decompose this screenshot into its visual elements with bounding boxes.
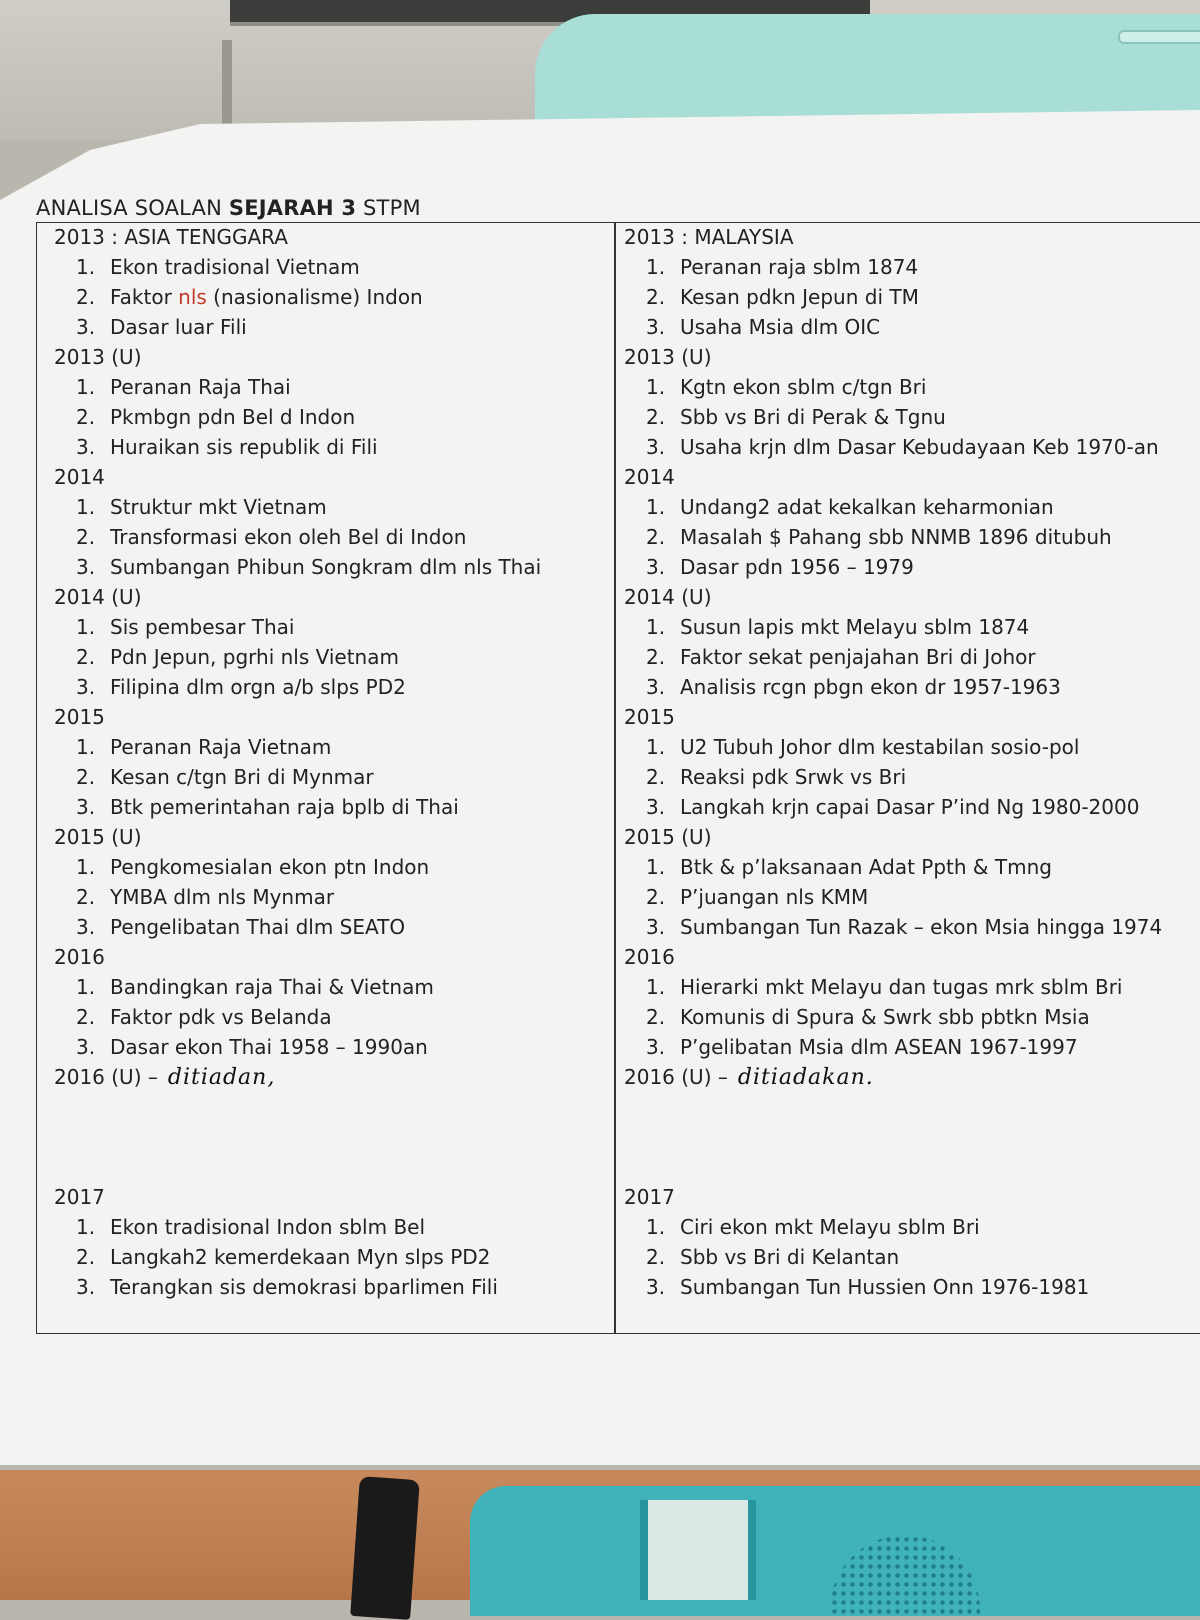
question-item: [624, 912, 1200, 942]
question-item: [624, 1242, 1200, 1272]
question-item: [54, 552, 609, 582]
question-item: [54, 402, 609, 432]
column-divider: [614, 222, 616, 1334]
item-number: 1.: [76, 1215, 96, 1239]
question-item: [624, 522, 1200, 552]
blank-space: [624, 1092, 1200, 1182]
question-item: [624, 432, 1200, 462]
section-heading: [54, 942, 609, 972]
item-text: Peranan raja sblm 1874: [680, 255, 919, 279]
section-heading-text: 2016 (U) –: [624, 1065, 728, 1089]
item-text: Hierarki mkt Melayu dan tugas mrk sblm Bri: [680, 975, 1123, 999]
question-item: [54, 642, 609, 672]
question-item: [54, 432, 609, 462]
question-item: [624, 252, 1200, 282]
year-section: [624, 342, 1200, 462]
item-number: 2.: [76, 1245, 96, 1269]
item-number: 1.: [76, 735, 96, 759]
question-item: [624, 282, 1200, 312]
question-item: [54, 882, 609, 912]
question-item: [54, 612, 609, 642]
year-section: [54, 1182, 609, 1302]
item-number: 2.: [76, 285, 96, 309]
question-item: [54, 492, 609, 522]
question-item: [54, 372, 609, 402]
item-text: Masalah $ Pahang sbb NNMB 1896 ditubuh: [680, 525, 1112, 549]
item-number: 2.: [76, 1005, 96, 1029]
item-text: Terangkan sis demokrasi bparlimen Fili: [110, 1275, 498, 1299]
year-section: [624, 942, 1200, 1062]
item-number: 2.: [646, 1005, 666, 1029]
item-number: 1.: [76, 855, 96, 879]
item-number: 1.: [646, 735, 666, 759]
section-heading-text: 2013 (U): [54, 345, 142, 369]
item-text: Ciri ekon mkt Melayu sblm Bri: [680, 1215, 980, 1239]
section-heading: [54, 222, 609, 252]
year-section: [54, 462, 609, 582]
item-number: 2.: [76, 645, 96, 669]
item-number: 3.: [646, 675, 666, 699]
item-text: Struktur mkt Vietnam: [110, 495, 327, 519]
year-section: [54, 822, 609, 942]
item-text: P’gelibatan Msia dlm ASEAN 1967-1997: [680, 1035, 1078, 1059]
item-number: 1.: [646, 375, 666, 399]
year-section: [624, 462, 1200, 582]
item-text: Reaksi pdk Srwk vs Bri: [680, 765, 907, 789]
item-text: Dasar ekon Thai 1958 – 1990an: [110, 1035, 428, 1059]
item-text: Huraikan sis republik di Fili: [110, 435, 378, 459]
item-number: 3.: [76, 795, 96, 819]
item-text: Pengelibatan Thai dlm SEATO: [110, 915, 406, 939]
item-number: 3.: [76, 435, 96, 459]
item-number: 2.: [646, 645, 666, 669]
item-text: Bandingkan raja Thai & Vietnam: [110, 975, 434, 999]
year-section: [624, 222, 1200, 342]
section-heading-text: 2014: [624, 465, 675, 489]
question-item: [54, 1272, 609, 1302]
question-item: [54, 1002, 609, 1032]
item-text: P’juangan nls KMM: [680, 885, 869, 909]
year-section: [624, 1182, 1200, 1302]
item-text: Peranan Raja Vietnam: [110, 735, 332, 759]
section-heading: [624, 582, 1200, 612]
section-heading: [54, 582, 609, 612]
year-section: [624, 702, 1200, 822]
item-text: Kesan pdkn Jepun di TM: [680, 285, 919, 309]
item-text: Sumbangan Tun Hussien Onn 1976-1981: [680, 1275, 1090, 1299]
item-number: 2.: [646, 405, 666, 429]
item-text: Btk pemerintahan raja bplb di Thai: [110, 795, 459, 819]
question-item: [624, 672, 1200, 702]
item-number: 3.: [646, 795, 666, 819]
item-number: 3.: [76, 675, 96, 699]
handwritten-note: ditiadan,: [167, 1065, 276, 1090]
title-suffix: STPM: [356, 196, 421, 220]
column-asia-tenggara: [54, 222, 609, 1302]
section-heading-text: 2013 : MALAYSIA: [624, 225, 794, 249]
year-section: [54, 342, 609, 462]
section-heading: [624, 942, 1200, 972]
item-text: YMBA dlm nls Mynmar: [110, 885, 335, 909]
item-text: Kesan c/tgn Bri di Mynmar: [110, 765, 374, 789]
section-heading: [624, 702, 1200, 732]
item-number: 1.: [646, 255, 666, 279]
item-text: Sumbangan Tun Razak – ekon Msia hingga 1974: [680, 915, 1163, 939]
section-heading: [624, 222, 1200, 252]
question-item: [624, 1212, 1200, 1242]
item-number: 3.: [76, 555, 96, 579]
question-item: [54, 972, 609, 1002]
item-number: 3.: [76, 915, 96, 939]
item-text: Sbb vs Bri di Kelantan: [680, 1245, 900, 1269]
tablet-button: [640, 1500, 756, 1600]
section-heading-text: 2016 (U) –: [54, 1065, 158, 1089]
question-item: [54, 282, 609, 312]
question-item: [54, 1032, 609, 1062]
item-text: Usaha Msia dlm OIC: [680, 315, 881, 339]
question-item: [624, 402, 1200, 432]
question-item: [624, 642, 1200, 672]
item-number: 3.: [646, 1035, 666, 1059]
year-section: [54, 1062, 609, 1182]
section-heading-text: 2015 (U): [54, 825, 142, 849]
year-section: [54, 222, 609, 342]
question-item: [624, 312, 1200, 342]
question-item: [54, 732, 609, 762]
year-section: [624, 822, 1200, 942]
question-item: [624, 372, 1200, 402]
year-section: [54, 942, 609, 1062]
question-item: [54, 672, 609, 702]
item-number: 1.: [76, 255, 96, 279]
item-number: 1.: [76, 975, 96, 999]
item-text: Sis pembesar Thai: [110, 615, 295, 639]
question-item: [54, 252, 609, 282]
section-heading-text: 2015 (U): [624, 825, 712, 849]
item-text: Filipina dlm orgn a/b slps PD2: [110, 675, 406, 699]
item-number: 2.: [76, 405, 96, 429]
item-number: 3.: [76, 315, 96, 339]
section-heading-text: 2013 (U): [624, 345, 712, 369]
question-item: [54, 912, 609, 942]
highlighted-term: nls: [178, 285, 207, 309]
question-item: [624, 1002, 1200, 1032]
background-frame: [222, 40, 232, 130]
section-heading: [624, 462, 1200, 492]
section-heading-text: 2015: [54, 705, 105, 729]
item-text: Analisis rcgn pbgn ekon dr 1957-1963: [680, 675, 1061, 699]
item-number: 3.: [646, 915, 666, 939]
question-item: [624, 852, 1200, 882]
item-number: 3.: [646, 315, 666, 339]
section-heading-text: 2017: [624, 1185, 675, 1209]
item-number: 2.: [646, 285, 666, 309]
item-number: 1.: [646, 1215, 666, 1239]
item-text: Langkah2 kemerdekaan Myn slps PD2: [110, 1245, 491, 1269]
question-item: [624, 882, 1200, 912]
question-item: [624, 732, 1200, 762]
question-item: [54, 1212, 609, 1242]
question-item: [54, 522, 609, 552]
item-text: Sumbangan Phibun Songkram dlm nls Thai: [110, 555, 542, 579]
title-bold: SEJARAH 3: [228, 196, 357, 220]
title-prefix: ANALISA SOALAN: [36, 196, 229, 220]
item-text: Faktor pdk vs Belanda: [110, 1005, 332, 1029]
item-text: Faktor sekat penjajahan Bri di Johor: [680, 645, 1036, 669]
section-heading-text: 2015: [624, 705, 675, 729]
section-heading: [624, 822, 1200, 852]
year-section: [54, 582, 609, 702]
year-section: [624, 1062, 1200, 1182]
section-heading: [624, 342, 1200, 372]
section-heading: [54, 342, 609, 372]
section-heading-text: 2014: [54, 465, 105, 489]
question-item: [624, 612, 1200, 642]
year-section: [624, 582, 1200, 702]
question-item: [624, 1032, 1200, 1062]
item-text: Transformasi ekon oleh Bel di Indon: [110, 525, 467, 549]
item-number: 1.: [76, 495, 96, 519]
item-text: Dasar pdn 1956 – 1979: [680, 555, 914, 579]
section-heading: [624, 1182, 1200, 1212]
tablet-slot: [1118, 30, 1200, 44]
handwritten-note: ditiadakan.: [737, 1065, 874, 1090]
item-number: 1.: [76, 615, 96, 639]
section-heading-text: 2013 : ASIA TENGGARA: [54, 225, 288, 249]
item-number: 1.: [646, 495, 666, 519]
item-text: Kgtn ekon sblm c/tgn Bri: [680, 375, 927, 399]
section-heading: [54, 822, 609, 852]
item-text: Sbb vs Bri di Perak & Tgnu: [680, 405, 946, 429]
year-section: [54, 702, 609, 822]
question-item: [54, 762, 609, 792]
binder-clip: [350, 1476, 420, 1620]
section-heading-text: 2017: [54, 1185, 105, 1209]
document-title: [36, 196, 421, 220]
question-item: [624, 972, 1200, 1002]
item-text: Faktor nls (nasionalisme) Indon: [110, 285, 423, 309]
item-number: 2.: [76, 765, 96, 789]
item-number: 1.: [646, 975, 666, 999]
question-item: [624, 792, 1200, 822]
question-item: [54, 792, 609, 822]
section-heading-text: 2016: [624, 945, 675, 969]
question-item: [624, 552, 1200, 582]
section-heading-text: 2014 (U): [624, 585, 712, 609]
blank-space: [54, 1092, 609, 1182]
item-text: Peranan Raja Thai: [110, 375, 291, 399]
item-number: 2.: [646, 885, 666, 909]
item-number: 3.: [646, 555, 666, 579]
section-heading: [54, 462, 609, 492]
item-text: Ekon tradisional Vietnam: [110, 255, 360, 279]
item-text: Pkmbgn pdn Bel d Indon: [110, 405, 356, 429]
item-text: U2 Tubuh Johor dlm kestabilan sosio-pol: [680, 735, 1080, 759]
column-malaysia: [624, 222, 1200, 1302]
section-heading-text: 2016: [54, 945, 105, 969]
item-number: 2.: [646, 525, 666, 549]
item-text: Btk & p’laksanaan Adat Ppth & Tmng: [680, 855, 1052, 879]
question-item: [624, 762, 1200, 792]
section-heading: [54, 702, 609, 732]
item-text: Undang2 adat kekalkan keharmonian: [680, 495, 1054, 519]
item-text: Dasar luar Fili: [110, 315, 247, 339]
item-number: 3.: [646, 1275, 666, 1299]
item-text: Susun lapis mkt Melayu sblm 1874: [680, 615, 1030, 639]
item-number: 1.: [646, 615, 666, 639]
item-number: 2.: [76, 525, 96, 549]
section-heading: [54, 1062, 609, 1092]
question-item: [54, 1242, 609, 1272]
question-item: [54, 852, 609, 882]
section-heading-text: 2014 (U): [54, 585, 142, 609]
item-text: Komunis di Spura & Swrk sbb pbtkn Msia: [680, 1005, 1090, 1029]
section-heading: [54, 1182, 609, 1212]
item-number: 3.: [76, 1035, 96, 1059]
item-number: 1.: [76, 375, 96, 399]
item-text: Pengkomesialan ekon ptn Indon: [110, 855, 430, 879]
item-number: 2.: [76, 885, 96, 909]
item-number: 2.: [646, 1245, 666, 1269]
question-item: [624, 1272, 1200, 1302]
item-number: 2.: [646, 765, 666, 789]
item-text: Langkah krjn capai Dasar P’ind Ng 1980-2000: [680, 795, 1140, 819]
question-item: [54, 312, 609, 342]
item-text: Usaha krjn dlm Dasar Kebudayaan Keb 1970-an: [680, 435, 1159, 459]
question-item: [624, 492, 1200, 522]
item-number: 3.: [76, 1275, 96, 1299]
item-text: Ekon tradisional Indon sblm Bel: [110, 1215, 426, 1239]
item-number: 1.: [646, 855, 666, 879]
item-text: Pdn Jepun, pgrhi nls Vietnam: [110, 645, 399, 669]
item-number: 3.: [646, 435, 666, 459]
section-heading: [624, 1062, 1200, 1092]
